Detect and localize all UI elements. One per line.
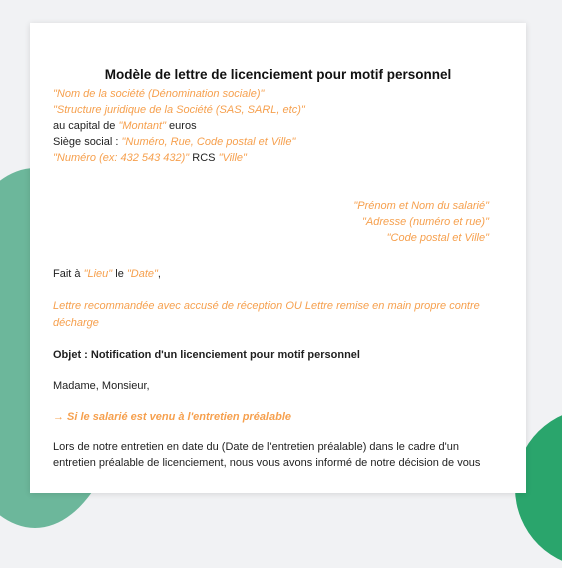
employee-city: "Code postal et Ville"	[386, 232, 489, 244]
delivery-method-line1: Lettre recommandée avec accusé de réception OU Lettre remise en main propre contre	[53, 300, 480, 312]
rcs-number: "Numéro (ex: 432 543 432)"	[53, 152, 190, 164]
document-title: Modèle de lettre de licenciement pour motif personnel	[104, 66, 452, 82]
hq-prefix: Siège social :	[53, 136, 122, 148]
capital-amount: "Montant"	[118, 120, 166, 132]
rcs-city: "Ville"	[218, 152, 247, 164]
date-middle: le	[112, 268, 127, 280]
letter-page	[30, 23, 526, 493]
date-line	[53, 268, 161, 281]
salutation: Madame, Monsieur,	[53, 380, 150, 392]
capital-prefix: au capital de	[53, 120, 119, 132]
company-capital-line	[53, 120, 197, 133]
date-prefix: Fait à	[53, 268, 84, 280]
body-line2: entretien préalable de licenciement, nous vous avons informé de notre décision de vous	[53, 457, 481, 469]
date-suffix: ,	[157, 268, 161, 280]
rcs-label: RCS	[189, 152, 219, 164]
employee-name: "Prénom et Nom du salarié"	[353, 200, 489, 212]
employee-address: "Adresse (numéro et rue)"	[361, 216, 489, 228]
company-hq-line	[53, 136, 295, 149]
date-value: "Date"	[126, 268, 158, 280]
body-line1: Lors de notre entretien en date du (Date de l'entretien préalable) dans le cadre d'un	[53, 441, 459, 453]
company-rcs-line	[53, 152, 247, 165]
date-place: "Lieu"	[83, 268, 113, 280]
company-legal-form: "Structure juridique de la Société (SAS, SARL, etc)"	[53, 104, 305, 116]
capital-suffix: euros	[166, 120, 197, 132]
delivery-method-line2: décharge	[53, 317, 99, 329]
company-name: "Nom de la société (Dénomination sociale)"	[53, 88, 265, 100]
letter-subject: Objet : Notification d'un licenciement pour motif personnel	[53, 349, 360, 361]
case-heading: → Si le salarié est venu à l'entretien préalable	[53, 411, 291, 423]
hq-address: "Numéro, Rue, Code postal et Ville"	[121, 136, 296, 148]
